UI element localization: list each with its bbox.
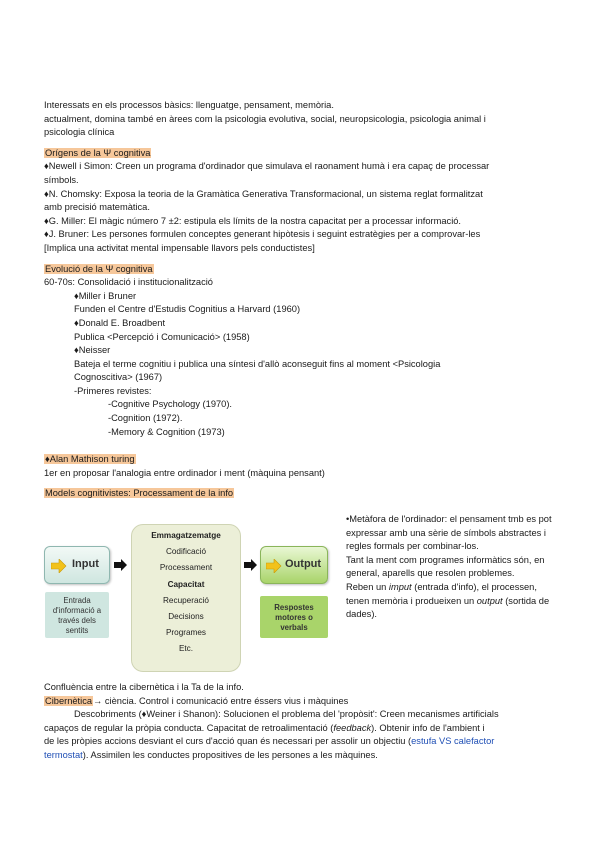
origens-item: amb precisió matemàtica. bbox=[44, 202, 150, 213]
evolucio-text: Cognoscitiva> (1967) bbox=[74, 372, 163, 383]
descobriments-line bbox=[44, 735, 564, 749]
metafora-p1: •Metàfora de l'ordinador: el pensament tmb es pot expressar amb una sèrie de símbols abstractes i regles formals per combinar-los. bbox=[346, 514, 552, 552]
arrow-right-icon bbox=[51, 559, 67, 573]
respostes-line: Respostes bbox=[274, 603, 314, 612]
turing-heading: ♦Alan Mathison turing bbox=[45, 454, 135, 465]
arrow-right-icon bbox=[266, 559, 282, 573]
cibernetica-text: → ciència. Control i comunicació entre éssers vius i màquines bbox=[93, 695, 349, 706]
termostat-link: termostat bbox=[44, 749, 83, 760]
journal-item: -Cognition (1972). bbox=[108, 413, 183, 424]
entrada-line: Entrada bbox=[63, 596, 91, 605]
process-item: Emmagatzematge bbox=[151, 531, 221, 540]
arrow-right-icon bbox=[244, 559, 258, 571]
journal-item: -Cognitive Psychology (1970). bbox=[108, 399, 233, 410]
metafora-p3 bbox=[346, 581, 558, 622]
metafora-text bbox=[346, 513, 558, 622]
evolucio-text: Bateja el terme cognitiu i publica una síntesi d'allò aconseguit fins al moment <Psicologia bbox=[74, 358, 441, 369]
feedback-term: feedback bbox=[333, 722, 372, 733]
evolucio-journals: -Primeres revistes: bbox=[74, 385, 152, 396]
metafora-output: output bbox=[476, 595, 503, 606]
origens-item: [Implica una activitat mental impensable llavors pels conductistes] bbox=[44, 242, 315, 253]
evolucio-text: Funden el Centre d'Estudis Cognitius a Harvard (1960) bbox=[74, 304, 301, 315]
descobriments-text: de les pròpies accions desviant el curs d'acció quan és necessari per assolir un objectiu ( bbox=[44, 736, 412, 747]
respostes-text bbox=[260, 603, 328, 633]
descobriments-line bbox=[44, 722, 564, 736]
evolucio-text: Publica <Percepció i Comunicació> (1958) bbox=[74, 331, 250, 342]
cibernetica-heading: Cibernètica bbox=[45, 695, 93, 706]
origens-item: ♦G. Miller: El màgic número 7 ±2: estipula els límits de la nostra capacitat per a processar informació. bbox=[44, 215, 462, 226]
process-item: Etc. bbox=[178, 644, 194, 654]
output-box bbox=[260, 546, 328, 584]
intro-line-2: actualment, domina també en àrees com la psicologia evolutiva, social, neuropsicologia, psicologia animal i bbox=[44, 113, 486, 124]
document-body bbox=[44, 99, 564, 501]
process-item: Capacitat bbox=[167, 579, 205, 589]
process-item: Recuperació bbox=[163, 595, 209, 605]
confluencia-line: Confluència entre la cibernètica i la Ta de la info. bbox=[44, 682, 244, 692]
descobriments-text: ). Assimilen les conductes propositives de les persones a les màquines. bbox=[82, 749, 378, 760]
origens-item: símbols. bbox=[44, 174, 79, 185]
metafora-p2: Tant la ment com programes informàtics són, en general, aparells que resolen problemes. bbox=[346, 554, 545, 579]
intro-line-1: Interessats en els processos bàsics: llenguatge, pensament, memòria. bbox=[44, 100, 334, 110]
models-heading: Models cognitivistes: Processament de la info bbox=[45, 488, 234, 499]
respostes-line: motores o bbox=[275, 613, 313, 622]
process-item: Decisions bbox=[168, 612, 204, 622]
descobriments-text: capaços de regular la pròpia conducta. Capacitat de retroalimentació ( bbox=[44, 722, 334, 733]
evolucio-author: ♦Neisser bbox=[74, 345, 111, 356]
origens-heading: Orígens de la Ψ cognitiva bbox=[45, 147, 151, 158]
entrada-line: d'informació a bbox=[52, 606, 102, 615]
metafora-imput: imput bbox=[388, 581, 412, 592]
origens-item: ♦Newell i Simon: Creen un programa d'ordinador que simulava el raonament humà i era capaç de processar bbox=[44, 161, 490, 172]
metafora-p3-text: (sortida de dades). bbox=[346, 595, 550, 620]
descobriments-line bbox=[44, 749, 564, 763]
evolucio-author: ♦Donald E. Broadbent bbox=[74, 317, 166, 328]
intro-line-3: psicologia clínica bbox=[44, 127, 115, 138]
processing-diagram bbox=[44, 524, 334, 672]
evolucio-author: ♦Miller i Bruner bbox=[74, 290, 137, 301]
process-list bbox=[131, 528, 241, 658]
descobriments-text: ). Obtenir info de l'ambient i bbox=[371, 722, 485, 733]
process-item: Programes bbox=[165, 628, 207, 638]
journal-item: -Memory & Cognition (1973) bbox=[108, 426, 225, 437]
process-item: Processament bbox=[159, 563, 213, 573]
respostes-line: verbals bbox=[280, 623, 308, 632]
metafora-p3-text: Reben un bbox=[346, 581, 389, 592]
evolucio-period: 60-70s: Consolidació i institucionalització bbox=[44, 277, 213, 288]
metafora-p3-text: (entrada d'info), el processen, tenen memòria i produeixen un bbox=[346, 581, 537, 606]
evolucio-heading: Evolució de la Ψ cognitiva bbox=[45, 263, 153, 274]
descobriments-line: Descobriments (♦Weiner i Shanon): Solucionen el problema del 'propòsit': Creen mecanismes artificials bbox=[74, 709, 499, 720]
process-item: Codificació bbox=[165, 547, 207, 557]
entrada-line: sentits bbox=[65, 626, 89, 635]
input-label: Input bbox=[72, 558, 99, 570]
origens-item: ♦N. Chomsky: Exposa la teoria de la Gramàtica Generativa Transformacional, un sistema reglat formalitzat bbox=[44, 188, 483, 199]
turing-text: 1er en proposar l'analogia entre ordinador i ment (màquina pensant) bbox=[44, 467, 325, 478]
arrow-right-icon bbox=[114, 559, 128, 571]
entrada-line: través dels bbox=[58, 616, 96, 625]
estufa-link: estufa VS calefactor bbox=[411, 736, 495, 747]
cibernetica-line bbox=[44, 695, 564, 709]
entrada-text bbox=[45, 596, 109, 636]
origens-item: ♦J. Bruner: Les persones formulen conceptes generant hipòtesis i seguint estratègies per a comprovar-les bbox=[44, 229, 481, 240]
bottom-section bbox=[44, 681, 564, 763]
input-box bbox=[44, 546, 110, 584]
output-label: Output bbox=[285, 558, 322, 570]
